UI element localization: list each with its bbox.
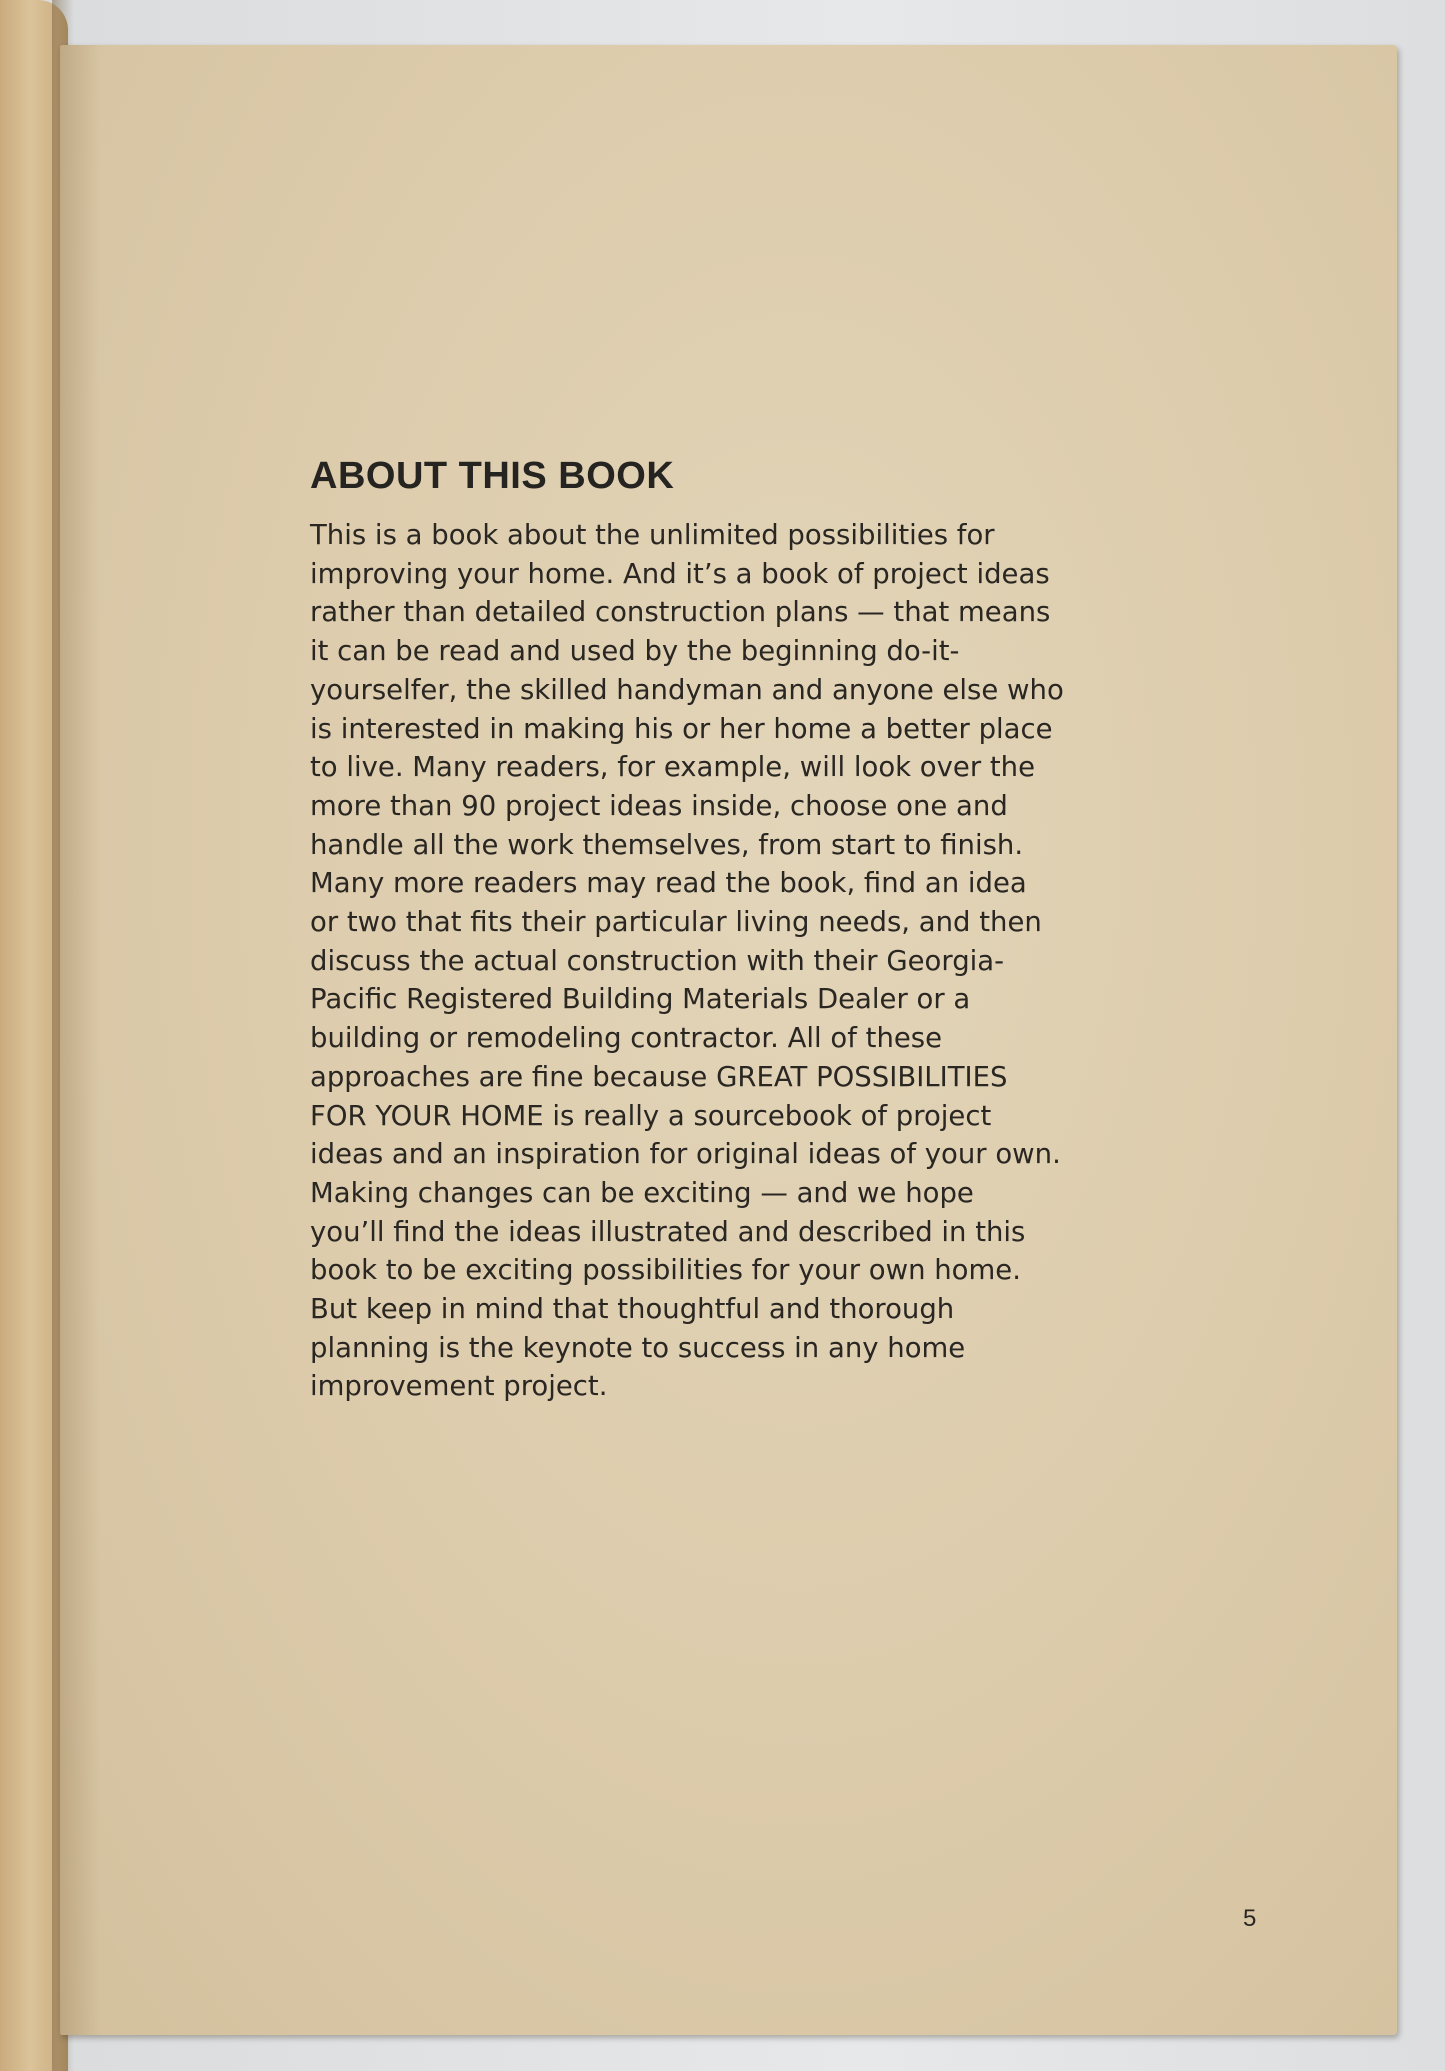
text-line: is interested in making his or her home a better place: [310, 712, 1053, 745]
text-line: But keep in mind that thoughtful and thorough: [310, 1293, 955, 1326]
text-line: approaches are fine because GREAT POSSIBILITIES: [310, 1060, 1008, 1093]
text-line: planning is the keynote to success in any home: [310, 1331, 966, 1364]
text-line: book to be exciting possibilities for your own home.: [310, 1254, 1021, 1287]
section-heading: ABOUT THIS BOOK: [310, 455, 675, 497]
text-line: This is a book about the unlimited possibilities for: [310, 519, 995, 551]
text-line: you’ll find the ideas illustrated and described in this: [310, 1215, 1026, 1248]
text-line: rather than detailed construction plans — that means: [310, 596, 1051, 629]
text-line: it can be read and used by the beginning do-it-: [310, 635, 960, 668]
page-gutter-shadow: [60, 45, 100, 2035]
text-line: FOR YOUR HOME is really a sourcebook of project: [310, 1099, 992, 1132]
text-line: more than 90 project ideas inside, choose one and: [310, 789, 1008, 822]
body-paragraph: [310, 516, 1190, 1406]
text-line: improvement project.: [310, 1370, 608, 1403]
text-line: Many more readers may read the book, find an idea: [310, 867, 1027, 900]
text-line: to live. Many readers, for example, will look over the: [310, 751, 1036, 784]
text-line: improving your home. And it’s a book of project ideas: [310, 557, 1050, 590]
page-number: 5: [1243, 1905, 1257, 1932]
text-line: Making changes can be exciting — and we hope: [310, 1176, 974, 1209]
text-line: Pacific Registered Building Materials Dealer or a: [310, 983, 971, 1016]
text-line: discuss the actual construction with their Georgia-: [310, 944, 1005, 977]
text-line: handle all the work themselves, from start to finish.: [310, 828, 1024, 861]
text-line: or two that fits their particular living needs, and then: [310, 906, 1042, 939]
text-line: yourselfer, the skilled handyman and anyone else who: [310, 673, 1064, 706]
text-line: building or remodeling contractor. All of these: [310, 1022, 943, 1055]
text-line: ideas and an inspiration for original ideas of your own.: [310, 1138, 1061, 1171]
